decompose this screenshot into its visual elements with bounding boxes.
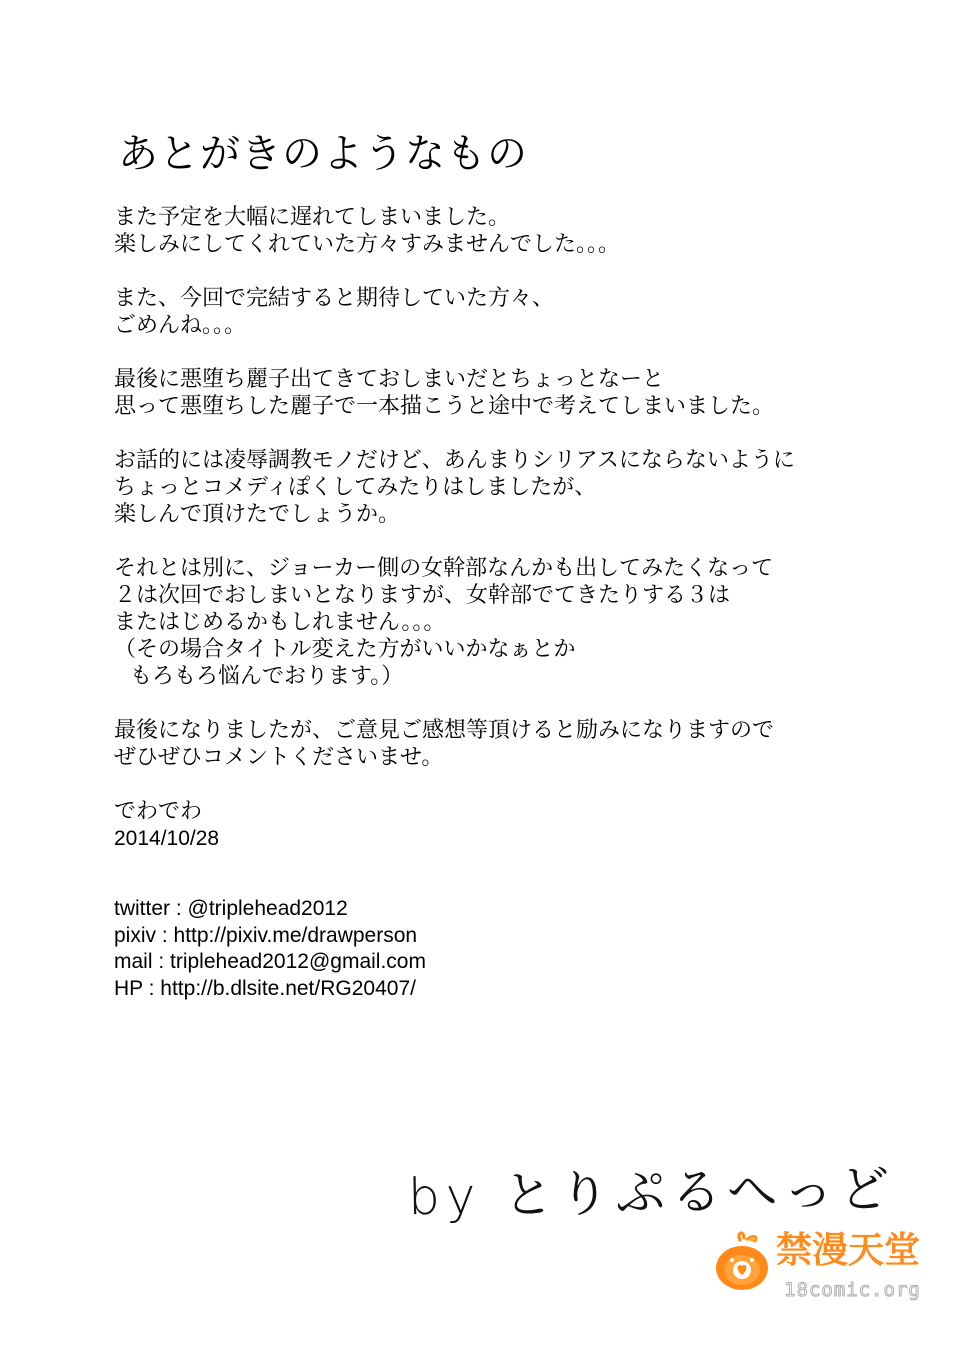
paragraph-line: もろもろ悩んでおります。） xyxy=(130,664,404,689)
paragraph-6 xyxy=(114,717,914,771)
paragraph-line: それとは別に、ジョーカー側の女幹部なんかも出してみたくなって xyxy=(114,556,774,581)
page-title: あとがきのようなもの xyxy=(118,131,528,177)
mail-link: mail : triplehead2012@gmail.com xyxy=(114,950,426,973)
paragraph-1 xyxy=(114,204,914,258)
paragraph-line: ぜひぜひコメントくださいませ。 xyxy=(114,745,444,770)
author-signature: by とりぷるへっど xyxy=(407,1159,896,1227)
afterword-body xyxy=(114,204,914,879)
paragraph-5 xyxy=(114,555,914,690)
paragraph-line: 楽しんで頂けたでしょうか。 xyxy=(114,502,401,527)
paragraph-2 xyxy=(114,285,914,339)
twitter-link: twitter : @triplehead2012 xyxy=(114,897,348,920)
paragraph-line: 最後になりましたが、ご意見ご感想等頂けると励みになりますので xyxy=(114,718,775,743)
watermark-title: 禁漫天堂 xyxy=(776,1230,921,1271)
paragraph-line: また予定を大幅に遅れてしまいました。 xyxy=(114,205,511,230)
paragraph-line: また、今回で完結すると期待していた方々、 xyxy=(114,286,555,311)
site-watermark xyxy=(710,1220,920,1330)
paragraph-line: 最後に悪堕ち麗子出てきておしまいだとちょっとなーと xyxy=(114,367,665,392)
paragraph-line: またはじめるかもしれません。。。 xyxy=(114,610,446,635)
paragraph-line: 楽しみにしてくれていた方々すみませんでした。。。 xyxy=(114,232,621,257)
date-text: 2014/10/28 xyxy=(114,827,220,850)
paragraph-line: ごめんね。。。 xyxy=(114,313,247,338)
pixiv-link: pixiv : http://pixiv.me/drawperson xyxy=(114,923,418,947)
orange-mascot-icon xyxy=(710,1230,774,1294)
paragraph-4 xyxy=(114,447,914,528)
watermark-domain: 18comic.org xyxy=(784,1279,921,1301)
signoff-text: でわでわ xyxy=(114,799,203,824)
signoff-block xyxy=(114,798,914,852)
paragraph-line: お話的には凌辱調教モノだけど、あんまりシリアスにならないように xyxy=(114,448,795,473)
paragraph-line: ２は次回でおしまいとなりますが、女幹部でてきたりする３は xyxy=(114,583,731,608)
paragraph-3 xyxy=(114,366,914,420)
hp-link: HP : http://b.dlsite.net/RG20407/ xyxy=(114,976,416,1000)
contact-links xyxy=(114,896,426,1002)
paragraph-line: 思って悪堕ちした麗子で一本描こうと途中で考えてしまいました。 xyxy=(114,394,775,419)
paragraph-line: （その場合タイトル変えた方がいいかなぁとか xyxy=(114,637,576,662)
paragraph-line: ちょっとコメディぽくしてみたりはしましたが、 xyxy=(114,475,597,500)
